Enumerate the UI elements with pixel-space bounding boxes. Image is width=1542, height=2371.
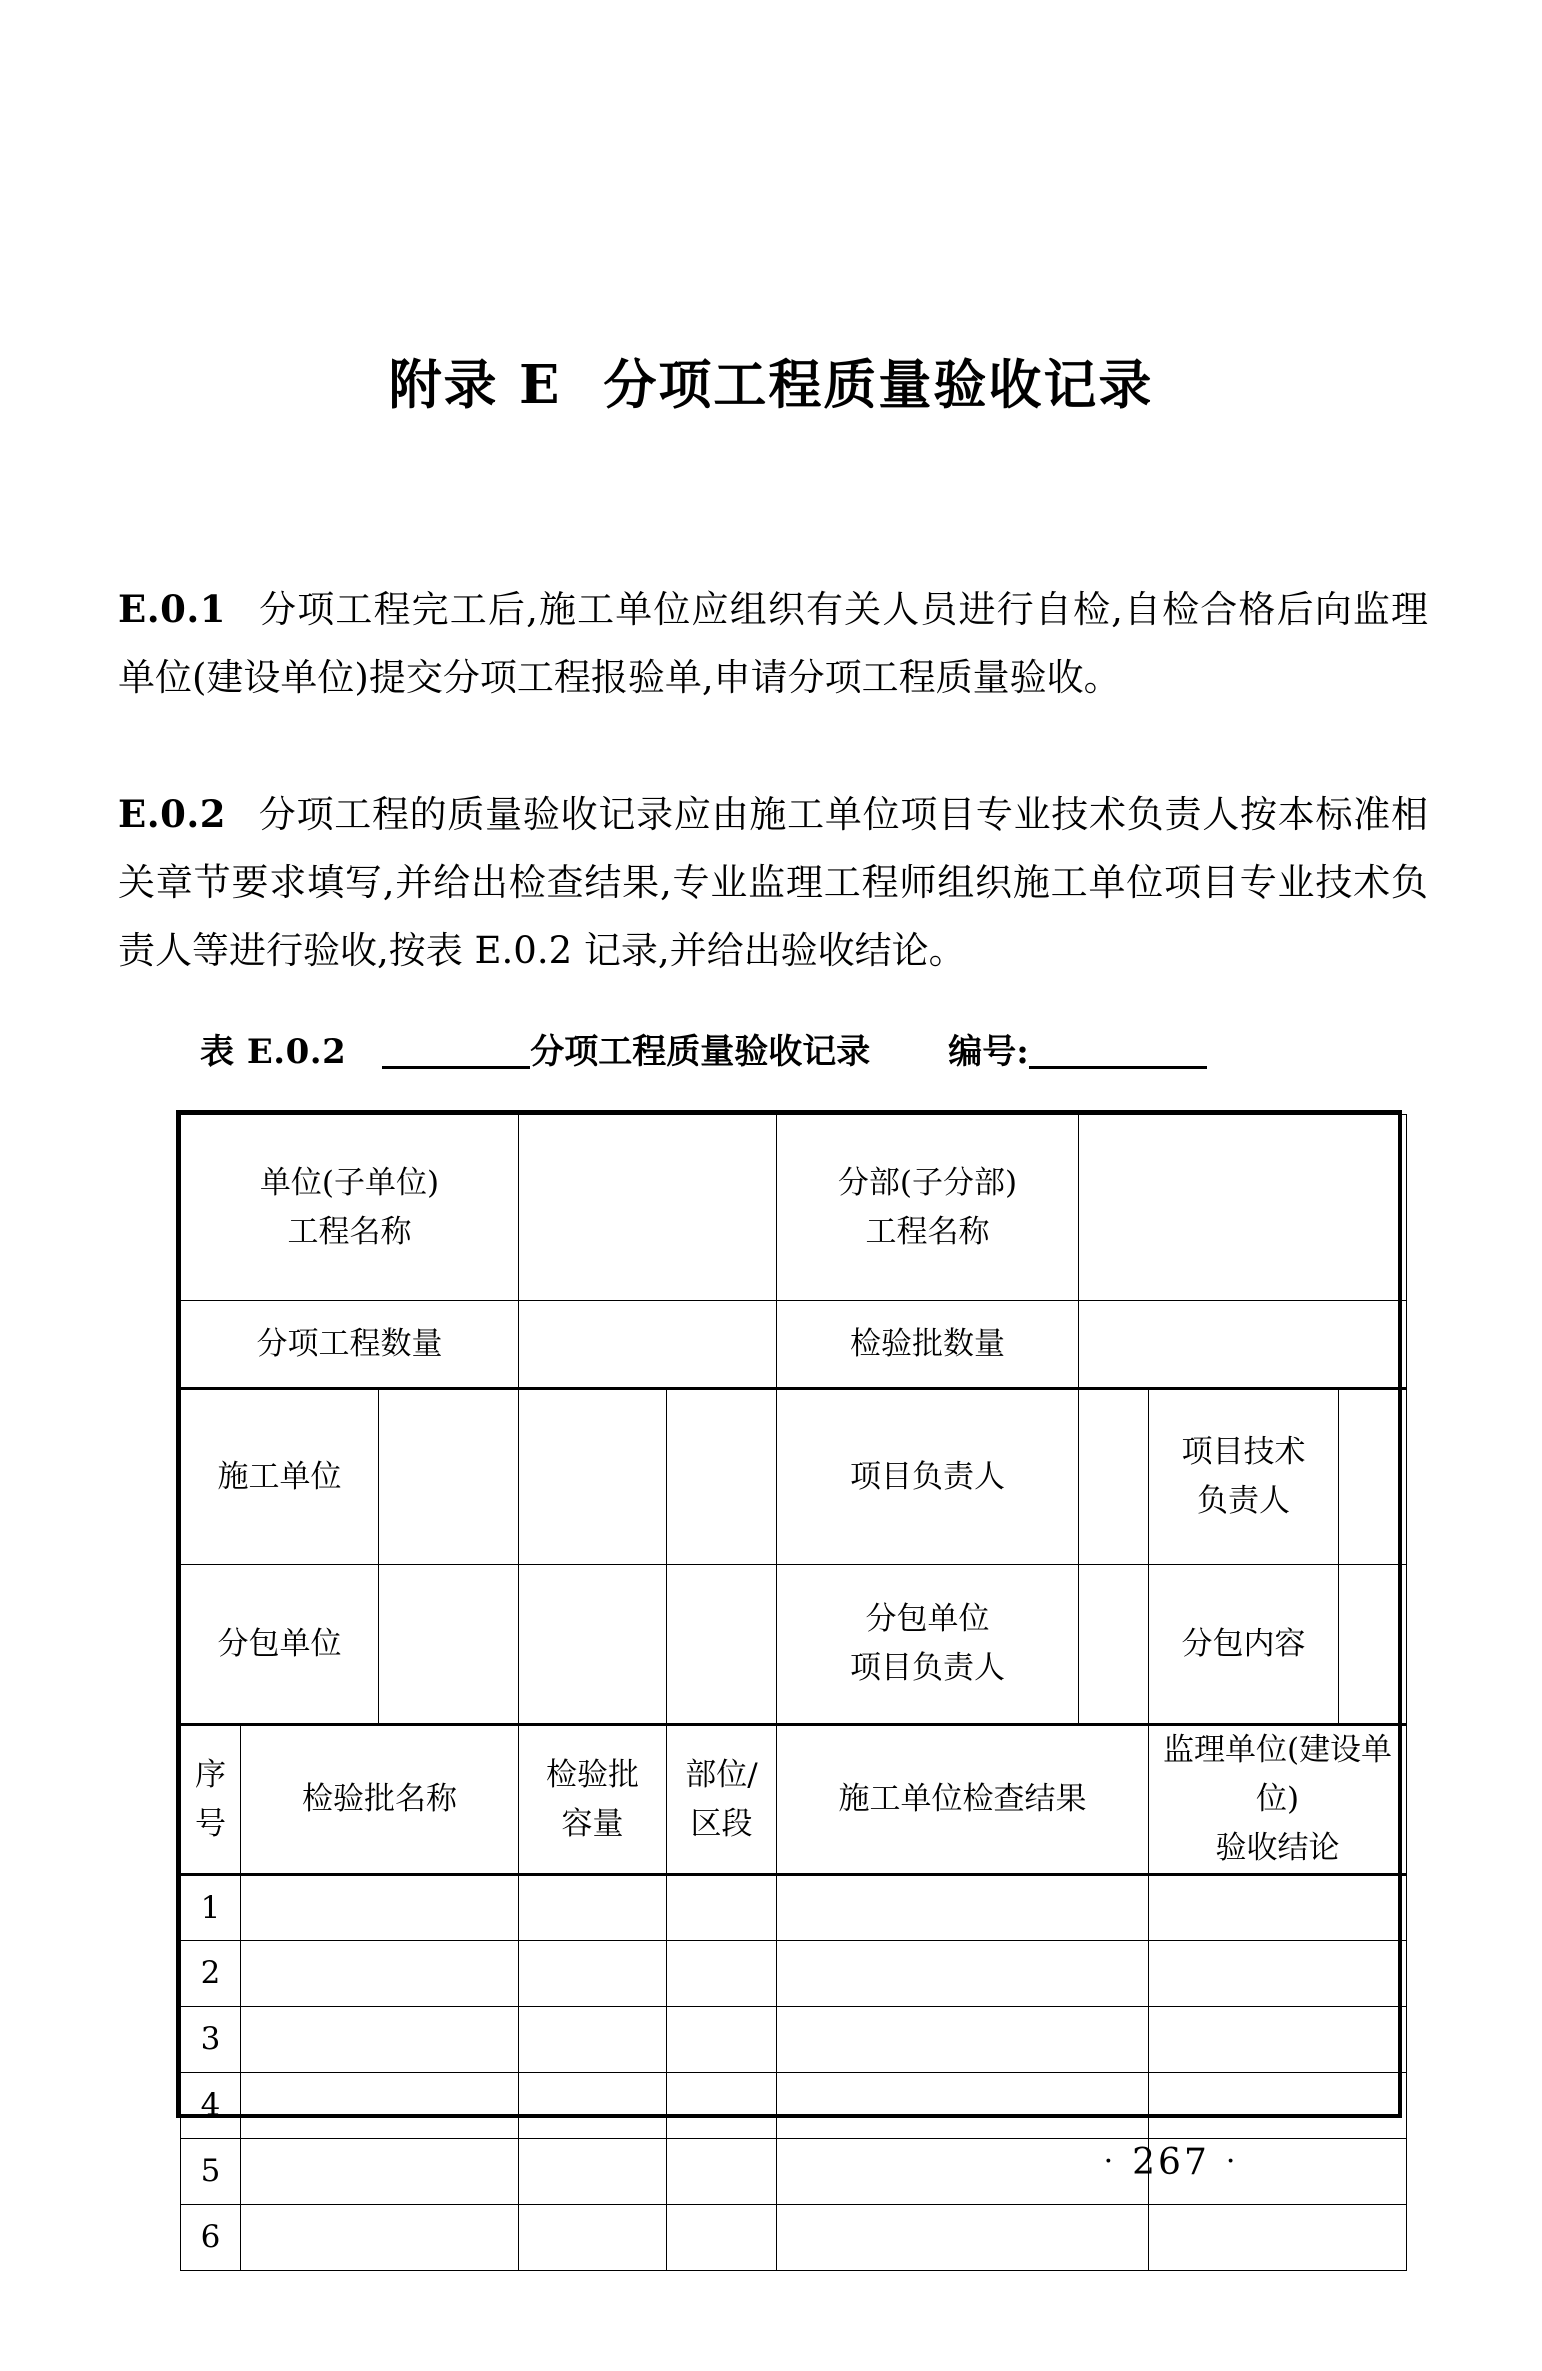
label-subcontractor-project-leader-line1: 分包单位	[865, 1601, 990, 1637]
table-row	[181, 1941, 1407, 2007]
cell-batch-name[interactable]	[241, 2205, 519, 2271]
header-batch-capacity-line1: 检验批	[546, 1756, 640, 1793]
header-batch-name: 检验批名称	[241, 1725, 519, 1875]
clause-e-0-1-text: 分项工程完工后,施工单位应组织有关人员进行自检,自检合格后向监理单位(建设单位)提交分项工程报验单,申请分项工程质量验收。	[118, 588, 1428, 699]
header-seq: 序号	[181, 1725, 241, 1875]
cell-batch-name[interactable]	[241, 2007, 519, 2073]
clause-e-0-2-number: E.0.2	[118, 792, 226, 836]
page-number: 267	[1132, 2142, 1210, 2183]
page-title	[0, 352, 1542, 418]
field-unit-project-name[interactable]	[519, 1115, 777, 1301]
table-row-subcontractor	[181, 1565, 1407, 1725]
cell-seq: 2	[181, 1941, 241, 2007]
footer-dot-left-icon: ·	[1103, 2144, 1117, 2179]
cell-supervisor-conclusion[interactable]	[1149, 1875, 1407, 1941]
cell-batch-capacity[interactable]	[519, 2205, 667, 2271]
table-number-label: 编号:	[948, 1032, 1029, 1072]
table-name-blank[interactable]	[382, 1032, 530, 1069]
cell-contractor-result[interactable]	[777, 2073, 1149, 2139]
header-supervisor-conclusion-line1: 监理单位(建设单位)	[1162, 1732, 1393, 1817]
label-subcontractor: 分包单位	[181, 1565, 379, 1725]
header-location	[667, 1725, 777, 1875]
cell-batch-capacity[interactable]	[519, 1875, 667, 1941]
cell-seq: 5	[181, 2139, 241, 2205]
table-header-row	[181, 1725, 1407, 1875]
label-construction-unit: 施工单位	[181, 1389, 379, 1565]
cell-contractor-result[interactable]	[777, 2205, 1149, 2271]
cell-seq: 1	[181, 1875, 241, 1941]
header-location-line2: 区段	[690, 1805, 753, 1842]
label-batch-quantity: 检验批数量	[777, 1301, 1079, 1389]
label-unit-project-name-line2: 工程名称	[287, 1213, 412, 1250]
table-row	[181, 1875, 1407, 1941]
label-project-technical-leader-line1: 项目技术	[1181, 1434, 1306, 1470]
verification-form-table	[180, 1114, 1407, 2271]
cell-batch-capacity[interactable]	[519, 2007, 667, 2073]
cell-location[interactable]	[667, 2205, 777, 2271]
field-construction-unit-b[interactable]	[519, 1389, 667, 1565]
label-subitem-quantity: 分项工程数量	[181, 1301, 519, 1389]
field-project-leader[interactable]	[1079, 1389, 1149, 1565]
cell-contractor-result[interactable]	[777, 1941, 1149, 2007]
table-row	[181, 2007, 1407, 2073]
cell-supervisor-conclusion[interactable]	[1149, 2073, 1407, 2139]
label-unit-project-name	[181, 1115, 519, 1301]
table-caption-prefix: 表 E.0.2	[200, 1032, 347, 1072]
page-number-group	[1088, 2142, 1255, 2183]
label-subcontractor-project-leader-line2: 项目负责人	[850, 1650, 1006, 1686]
label-project-leader	[667, 1389, 777, 1565]
cell-seq: 3	[181, 2007, 241, 2073]
label-project-technical-leader-line2: 负责人	[1197, 1483, 1291, 1519]
header-supervisor-conclusion	[1149, 1725, 1407, 1875]
field-subcontractor-b[interactable]	[519, 1565, 667, 1725]
label-subcontract-content: 分包内容	[1149, 1565, 1339, 1725]
appendix-title-text: 分项工程质量验收记录	[603, 354, 1154, 416]
label-division-project-name-line2: 工程名称	[865, 1213, 990, 1250]
clause-e-0-1-number: E.0.1	[118, 587, 226, 631]
cell-batch-name[interactable]	[241, 1941, 519, 2007]
table-caption	[200, 1027, 1440, 1077]
table-row	[181, 2205, 1407, 2271]
clause-e-0-1	[118, 575, 1428, 712]
cell-supervisor-conclusion[interactable]	[1149, 2007, 1407, 2073]
field-project-technical-leader[interactable]	[1339, 1389, 1407, 1565]
cell-location[interactable]	[667, 2007, 777, 2073]
field-subcontractor-a[interactable]	[379, 1565, 519, 1725]
table-row-unit-project	[181, 1115, 1407, 1301]
header-supervisor-conclusion-line2: 验收结论	[1215, 1830, 1340, 1866]
cell-batch-capacity[interactable]	[519, 2073, 667, 2139]
field-subcontractor-project-leader[interactable]	[1079, 1565, 1149, 1725]
table-row	[181, 2073, 1407, 2139]
label-subcontractor-leader-pad	[667, 1565, 777, 1725]
header-contractor-result: 施工单位检查结果	[777, 1725, 1149, 1875]
label-unit-project-name-line1: 单位(子单位)	[259, 1164, 440, 1201]
cell-seq: 6	[181, 2205, 241, 2271]
cell-batch-name[interactable]	[241, 1875, 519, 1941]
cell-batch-capacity[interactable]	[519, 1941, 667, 2007]
cell-contractor-result[interactable]	[777, 2007, 1149, 2073]
clause-e-0-2-text: 分项工程的质量验收记录应由施工单位项目专业技术负责人按本标准相关章节要求填写,并给出检查结果,专业监理工程师组织施工单位项目专业技术负责人等进行验收,按表 E.0.2 记录,并给出验收结论。	[118, 793, 1428, 972]
field-subcontract-content[interactable]	[1339, 1565, 1407, 1725]
label-subcontractor-project-leader	[777, 1565, 1079, 1725]
field-subitem-quantity[interactable]	[519, 1301, 777, 1389]
label-project-technical-leader	[1149, 1389, 1339, 1565]
footer-dot-right-icon: ·	[1225, 2144, 1239, 2179]
cell-supervisor-conclusion[interactable]	[1149, 1941, 1407, 2007]
cell-supervisor-conclusion[interactable]	[1149, 2205, 1407, 2271]
appendix-label: 附录 E	[388, 354, 562, 416]
field-division-project-name[interactable]	[1079, 1115, 1407, 1301]
field-construction-unit-a[interactable]	[379, 1389, 519, 1565]
table-row-quantities	[181, 1301, 1407, 1389]
label-project-leader-text: 项目负责人	[777, 1389, 1079, 1565]
cell-location[interactable]	[667, 1875, 777, 1941]
field-batch-quantity[interactable]	[1079, 1301, 1407, 1389]
table-caption-title: 分项工程质量验收记录	[530, 1032, 871, 1072]
table-number-blank[interactable]	[1029, 1032, 1207, 1069]
page-footer	[0, 2142, 1542, 2183]
header-batch-capacity-line2: 容量	[561, 1805, 624, 1842]
cell-location[interactable]	[667, 2073, 777, 2139]
cell-seq: 4	[181, 2073, 241, 2139]
cell-location[interactable]	[667, 1941, 777, 2007]
header-batch-capacity	[519, 1725, 667, 1875]
clause-e-0-2	[118, 780, 1428, 985]
cell-contractor-result[interactable]	[777, 1875, 1149, 1941]
label-division-project-name-line1: 分部(子分部)	[837, 1164, 1018, 1201]
table-row-construction-unit	[181, 1389, 1407, 1565]
header-location-line1: 部位/	[685, 1756, 758, 1793]
label-division-project-name	[777, 1115, 1079, 1301]
cell-batch-name[interactable]	[241, 2073, 519, 2139]
